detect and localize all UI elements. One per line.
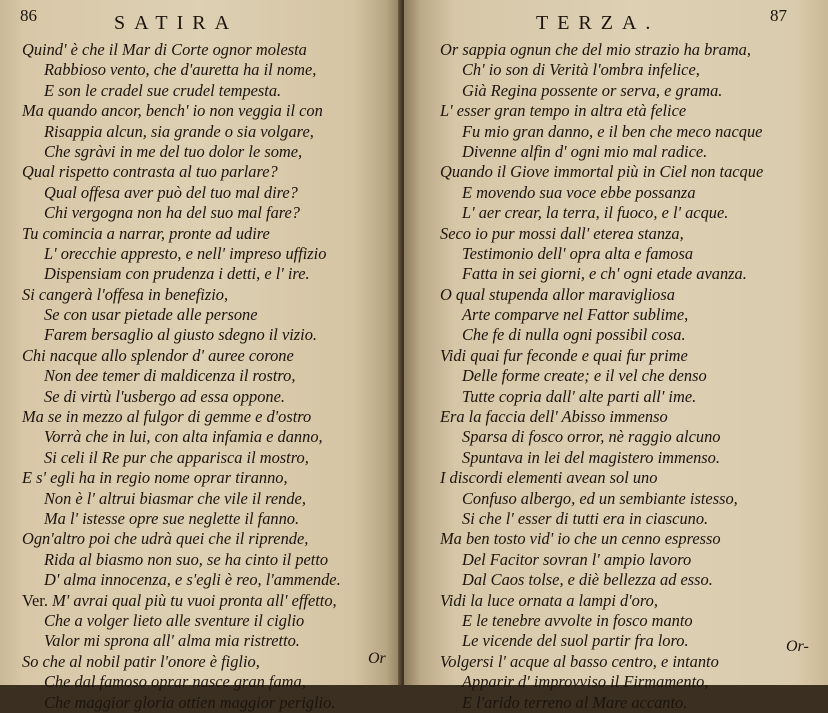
verse-text: Che fe di nulla ogni possibil cosa. bbox=[462, 325, 686, 345]
verse-line bbox=[440, 468, 828, 488]
verse-line bbox=[22, 529, 402, 549]
verse-line bbox=[440, 631, 828, 651]
verse-text: Tutte copria dall' alte parti all' ime. bbox=[462, 386, 697, 406]
verse-text: Rida al biasmo non suo, se ha cinto il petto bbox=[44, 549, 329, 569]
verse-text: Vidi la luce ornata a lampi d'oro, bbox=[440, 590, 658, 610]
verse-text: Si che l' esser di tutti era in ciascuno. bbox=[462, 508, 709, 528]
verse-text: E le tenebre avvolte in fosco manto bbox=[462, 610, 693, 630]
verse-text: Qual rispetto contrasta al tuo parlare? bbox=[22, 162, 278, 182]
verse-line bbox=[22, 591, 402, 611]
right-page bbox=[404, 0, 828, 712]
verse-text: Apparir d' improvviso il Firmamento, bbox=[462, 672, 709, 692]
verse-text: Chi vergogna non ha del suo mal fare? bbox=[44, 203, 301, 223]
verse-line bbox=[440, 652, 828, 672]
verse-line bbox=[22, 570, 402, 590]
verse-text: Fatta in sei giorni, e ch' ogni etade avanza. bbox=[462, 264, 747, 284]
verse-text: Del Facitor sovran l' ampio lavoro bbox=[462, 549, 692, 569]
verse-block bbox=[440, 40, 828, 713]
catchword: Or- bbox=[786, 638, 809, 655]
verse-text: Fu mio gran danno, e il ben che meco nacque bbox=[462, 121, 763, 141]
verse-line bbox=[440, 693, 828, 713]
verse-text: Che maggior gloria ottien maggior periglio. bbox=[44, 692, 336, 712]
verse-line bbox=[22, 101, 402, 121]
verse-line bbox=[22, 244, 402, 264]
speaker-label: Ver. bbox=[22, 590, 48, 610]
verse-line bbox=[440, 346, 828, 366]
verse-text: Delle forme create; e il vel che denso bbox=[462, 366, 707, 386]
verse-line bbox=[440, 183, 828, 203]
verse-text: Volgersi l' acque al basso centro, e intanto bbox=[440, 651, 719, 671]
left-page bbox=[0, 0, 402, 712]
verse-text: L' esser gran tempo in altra età felice bbox=[440, 101, 687, 121]
verse-line bbox=[22, 366, 402, 386]
verse-line bbox=[440, 264, 828, 284]
verse-line bbox=[22, 631, 402, 651]
verse-line bbox=[440, 162, 828, 182]
verse-line bbox=[440, 60, 828, 80]
verse-line bbox=[22, 468, 402, 488]
verse-line bbox=[440, 611, 828, 631]
verse-line bbox=[440, 244, 828, 264]
verse-text: Risappia alcun, sia grande o sia volgare, bbox=[44, 121, 314, 141]
verse-text: Vorrà che in lui, con alta infamia e danno, bbox=[44, 427, 323, 447]
verse-text: Era la faccia dell' Abisso immenso bbox=[440, 407, 668, 427]
verse-line bbox=[22, 387, 402, 407]
verse-text: Non è l' altrui biasmar che vile il rende, bbox=[44, 488, 306, 508]
verse-line bbox=[22, 162, 402, 182]
verse-text: Dispensiam con prudenza i detti, e l' ire. bbox=[44, 264, 310, 284]
verse-line bbox=[440, 325, 828, 345]
verse-text: O qual stupenda allor maravigliosa bbox=[440, 284, 675, 304]
verse-text: Si celi il Re pur che apparisca il mostro, bbox=[44, 447, 309, 467]
verse-text: Ma l' istesse opre sue neglette il fanno. bbox=[44, 508, 300, 528]
verse-text: Ma ben tosto vid' io che un cenno espresso bbox=[440, 529, 721, 549]
verse-text: Arte comparve nel Fattor sublime, bbox=[462, 305, 689, 325]
verse-line bbox=[440, 509, 828, 529]
verse-text: Divenne alfin d' ogni mio mal radice. bbox=[462, 141, 708, 161]
verse-text: I discordi elementi avean sol uno bbox=[440, 468, 658, 488]
verse-text: Rabbioso vento, che d'auretta ha il nome, bbox=[44, 60, 317, 80]
verse-line bbox=[22, 60, 402, 80]
verse-line bbox=[22, 325, 402, 345]
verse-text: Che dal famoso oprar nasce gran fama, bbox=[44, 672, 306, 692]
verse-text: L' orecchie appresto, e nell' impreso uffizio bbox=[44, 243, 327, 263]
verse-line bbox=[440, 407, 828, 427]
verse-line bbox=[440, 387, 828, 407]
verse-text: E movendo sua voce ebbe possanza bbox=[462, 182, 696, 202]
verse-text: Ma quando ancor, bench' io non veggia il con bbox=[22, 101, 323, 121]
verse-line bbox=[440, 224, 828, 244]
verse-line bbox=[22, 672, 402, 692]
verse-text: Si cangerà l'offesa in benefizio, bbox=[22, 284, 229, 304]
verse-line bbox=[440, 122, 828, 142]
verse-line bbox=[440, 427, 828, 447]
catchword: Or bbox=[368, 650, 386, 667]
verse-line bbox=[22, 264, 402, 284]
verse-line bbox=[440, 366, 828, 386]
verse-line bbox=[22, 489, 402, 509]
verse-line bbox=[22, 183, 402, 203]
verse-text: Già Regina possente or serva, e grama. bbox=[462, 80, 723, 100]
verse-line bbox=[22, 203, 402, 223]
verse-text: Quando il Giove immortal più in Ciel non tacque bbox=[440, 162, 764, 182]
verse-line bbox=[440, 81, 828, 101]
verse-text: Che a volger lieto alle sventure il ciglio bbox=[44, 610, 305, 630]
verse-line bbox=[440, 550, 828, 570]
verse-line bbox=[440, 672, 828, 692]
verse-line bbox=[22, 652, 402, 672]
verse-line bbox=[440, 448, 828, 468]
running-head: TERZA. bbox=[536, 12, 660, 34]
verse-text: Chi nacque allo splendor d' auree corone bbox=[22, 345, 294, 365]
verse-line bbox=[440, 591, 828, 611]
verse-line bbox=[22, 611, 402, 631]
verse-line bbox=[22, 509, 402, 529]
verse-text: M' avrai qual più tu vuoi pronta all' effetto, bbox=[52, 590, 337, 610]
verse-text: Ma se in mezzo al fulgor di gemme e d'ostro bbox=[22, 407, 312, 427]
verse-line bbox=[440, 40, 828, 60]
verse-line bbox=[22, 224, 402, 244]
verse-text: So che al nobil patir l'onore è figlio, bbox=[22, 651, 260, 671]
verse-text: Farem bersaglio al giusto sdegno il vizio. bbox=[44, 325, 318, 345]
verse-line bbox=[22, 693, 402, 713]
page-number: 86 bbox=[20, 6, 37, 25]
verse-text: Dal Caos tolse, e diè bellezza ad esso. bbox=[462, 570, 713, 590]
verse-text: L' aer crear, la terra, il fuoco, e l' acque. bbox=[462, 203, 729, 223]
verse-text: Se con usar pietade alle persone bbox=[44, 305, 258, 325]
verse-line bbox=[22, 427, 402, 447]
verse-text: Quind' è che il Mar di Corte ognor molesta bbox=[22, 40, 307, 59]
verse-text: E son le cradel sue crudel tempesta. bbox=[44, 80, 282, 100]
verse-text: Testimonio dell' opra alta e famosa bbox=[462, 243, 694, 263]
verse-text: Ogn'altro poi che udrà quei che il riprende, bbox=[22, 529, 309, 549]
verse-text: E l'arido terreno al Mare accanto. bbox=[462, 692, 688, 712]
verse-text: E s' egli ha in regio nome oprar tiranno, bbox=[22, 468, 288, 488]
verse-line bbox=[22, 40, 402, 60]
verse-text: Valor mi sprona all' alma mia ristretto. bbox=[44, 631, 300, 651]
verse-text: Tu comincia a narrar, pronte ad udire bbox=[22, 223, 270, 243]
verse-line bbox=[22, 81, 402, 101]
verse-text: Spuntava in lei del magistero immenso. bbox=[462, 447, 720, 467]
verse-text: Vidi quai fur feconde e quai fur prime bbox=[440, 345, 688, 365]
verse-line bbox=[22, 305, 402, 325]
verse-line bbox=[22, 407, 402, 427]
verse-block bbox=[22, 40, 402, 713]
verse-line bbox=[22, 142, 402, 162]
verse-text: D' alma innocenza, e s'egli è reo, l'ammende. bbox=[44, 570, 341, 590]
running-head: SATIRA bbox=[114, 12, 239, 34]
verse-text: Che sgràvi in me del tuo dolor le some, bbox=[44, 141, 303, 161]
verse-line bbox=[22, 285, 402, 305]
verse-text: Qual offesa aver può del tuo mal dire? bbox=[44, 182, 298, 202]
verse-line bbox=[22, 550, 402, 570]
verse-line bbox=[440, 489, 828, 509]
verse-line bbox=[440, 101, 828, 121]
verse-text: Se di virtù l'usbergo ad essa oppone. bbox=[44, 386, 285, 406]
page-number: 87 bbox=[770, 6, 787, 25]
verse-line bbox=[440, 570, 828, 590]
verse-text: Sparsa di fosco orror, nè raggio alcuno bbox=[462, 427, 721, 447]
verse-line bbox=[22, 346, 402, 366]
verse-line bbox=[22, 448, 402, 468]
verse-text: Ch' io son di Verità l'ombra infelice, bbox=[462, 60, 700, 80]
verse-text: Non dee temer di maldicenza il rostro, bbox=[44, 366, 296, 386]
verse-text: Seco io pur mossi dall' eterea stanza, bbox=[440, 223, 684, 243]
verse-line bbox=[440, 142, 828, 162]
verse-text: Le vicende del suol partir fra loro. bbox=[462, 631, 689, 651]
verse-line bbox=[440, 305, 828, 325]
verse-line bbox=[22, 122, 402, 142]
verse-line bbox=[440, 285, 828, 305]
verse-line bbox=[440, 529, 828, 549]
verse-line bbox=[440, 203, 828, 223]
verse-text: Or sappia ognun che del mio strazio ha brama, bbox=[440, 40, 751, 59]
verse-text: Confuso albergo, ed un sembiante istesso, bbox=[462, 488, 738, 508]
